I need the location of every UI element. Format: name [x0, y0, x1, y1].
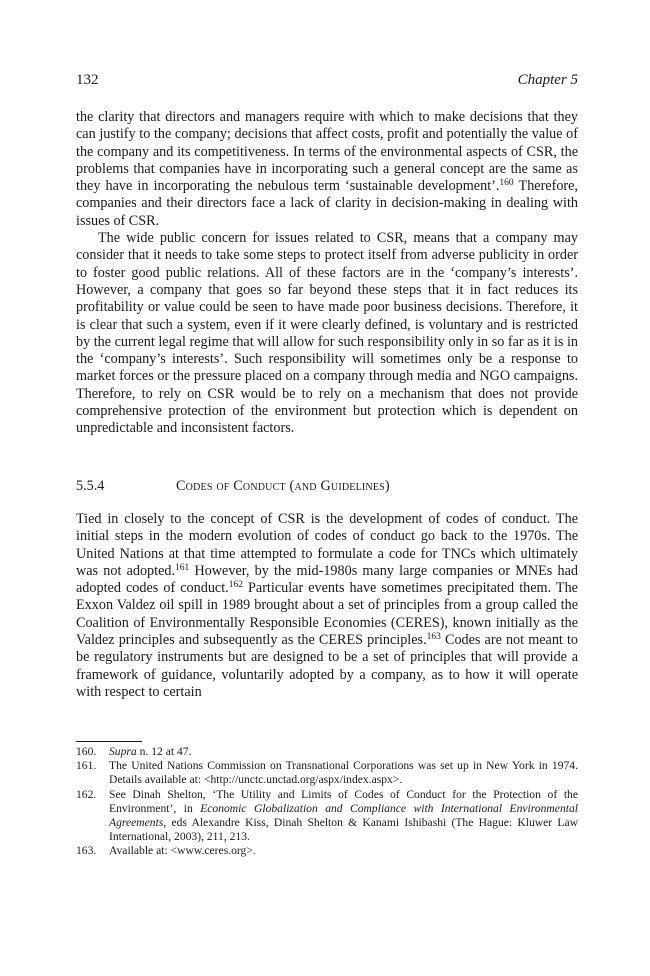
footnote-number: 161.: [76, 759, 97, 773]
running-header: [76, 72, 578, 89]
paragraph-3-text-c: Particular events have sometimes precipitated them. The Exxon Valdez oil spill in 1989 brought about a set of principles from a group called the Coalition of Environmentally Responsible Economies (CERES), known initially as the Valdez principles and subsequently as the CERES principles.: [76, 580, 578, 649]
paragraph-3-text-b: However, by the mid-1980s many large companies or MNEs had adopted codes of conduct.: [76, 562, 578, 597]
paragraph-3-text-a: Tied in closely to the concept of CSR is the development of codes of conduct. The initial steps in the modern evolution of codes of conduct go back to the 1970s. The United Nations at that time attempted to formulate a code for TNCs which ultimately was not adopted.: [76, 511, 578, 579]
paragraph-2: The wide public concern for issues related to CSR, means that a company may consider that it needs to take some steps to protect itself from adverse publicity in order to foster good public relations. All of these factors are in the ‘company’s interests’. However, a company that goes so far beyond these steps that it in fact reduces its profitability or value could be seen to have made poor business decisions. Therefore, it is clear that such a system, even if it were clearly defined, is voluntary and is restricted by the current legal regime that will allow for such responsibility only in so far as it is in the ‘company’s interests’. Such responsibility will sometimes only be a response to market forces or the pressure placed on a company through media and NGO campaigns. Therefore, to rely on CSR would be to rely on a mechanism that does not provide comprehensive protection of the environment but protection which is dependent on unpredictable and inconsistent factors.: [76, 230, 578, 437]
footnote-text-a: See Dinah Shelton, ‘The Utility and Limits of Codes of Conduct for the Protection of the Environment’, in: [109, 787, 578, 815]
page-number: 132: [76, 72, 99, 88]
paragraph-1-text-a: the clarity that directors and managers require with which to make decisions that they can justify to the company; decisions that affect costs, profit and potentially the value of the company and its competitiveness. In terms of the environmental aspects of CSR, the problems that companies have in incorporating such a general concept are the same as they have in incorporating the nebulous term ‘sustainable development’.: [76, 109, 578, 195]
chapter-title: Chapter 5: [517, 72, 578, 88]
footnote-161: [76, 759, 578, 787]
paragraph-3-text-d: Codes are not meant to be regulatory instruments but are designed to be a set of principles that will provide a framework of guidance, voluntarily adopted by a company, as to how it will operate with respect to certain: [76, 632, 579, 700]
footnote-ref-161: 161: [175, 562, 190, 573]
footnote-text: The United Nations Commission on Transnational Corporations was set up in New York in 1974. Details available at: <http://unctc.unctad.org/aspx/index.aspx>.: [109, 759, 578, 787]
footnote-160: [76, 745, 578, 759]
footnote-number: 162.: [76, 787, 97, 801]
section-number: 5.5.4: [76, 478, 105, 494]
footnote-ref-163: 163: [426, 632, 441, 643]
section-title: Codes of Conduct (and Guidelines): [176, 478, 390, 494]
footnotes: [76, 745, 578, 859]
footnote-162: [76, 788, 578, 845]
footnote-text: Available at: <www.ceres.org>.: [109, 844, 256, 858]
footnote-divider: [76, 741, 142, 742]
footnote-ref-160: 160: [499, 178, 514, 189]
footnote-text-rest: n. 12 at 47.: [136, 745, 192, 758]
footnote-number: 160.: [76, 745, 97, 758]
footnote-italic: Economic Globalization and Compliance with International Environmental Agreements: [109, 801, 578, 830]
footnote-163: [76, 844, 578, 858]
footnote-text: [109, 788, 578, 845]
body-text-top: [76, 109, 578, 438]
section-heading: [76, 478, 578, 495]
footnote-text: [109, 745, 578, 759]
body-text-bottom: [76, 511, 578, 701]
paragraph-1-text-b: Therefore, companies and their directors face a lack of clarity in decision-making in dealing with issues of CSR.: [76, 178, 578, 229]
paragraph-1: [76, 109, 578, 230]
footnote-text-b: , eds Alexandre Kiss, Dinah Shelton & Kanami Ishibashi (The Hague: Kluwer Law International, 2003), 211, 213.: [109, 816, 578, 844]
footnote-ref-162: 162: [228, 580, 243, 591]
paragraph-3: [76, 511, 578, 701]
footnote-italic: Supra: [109, 745, 137, 758]
footnote-number: 163.: [76, 844, 97, 858]
